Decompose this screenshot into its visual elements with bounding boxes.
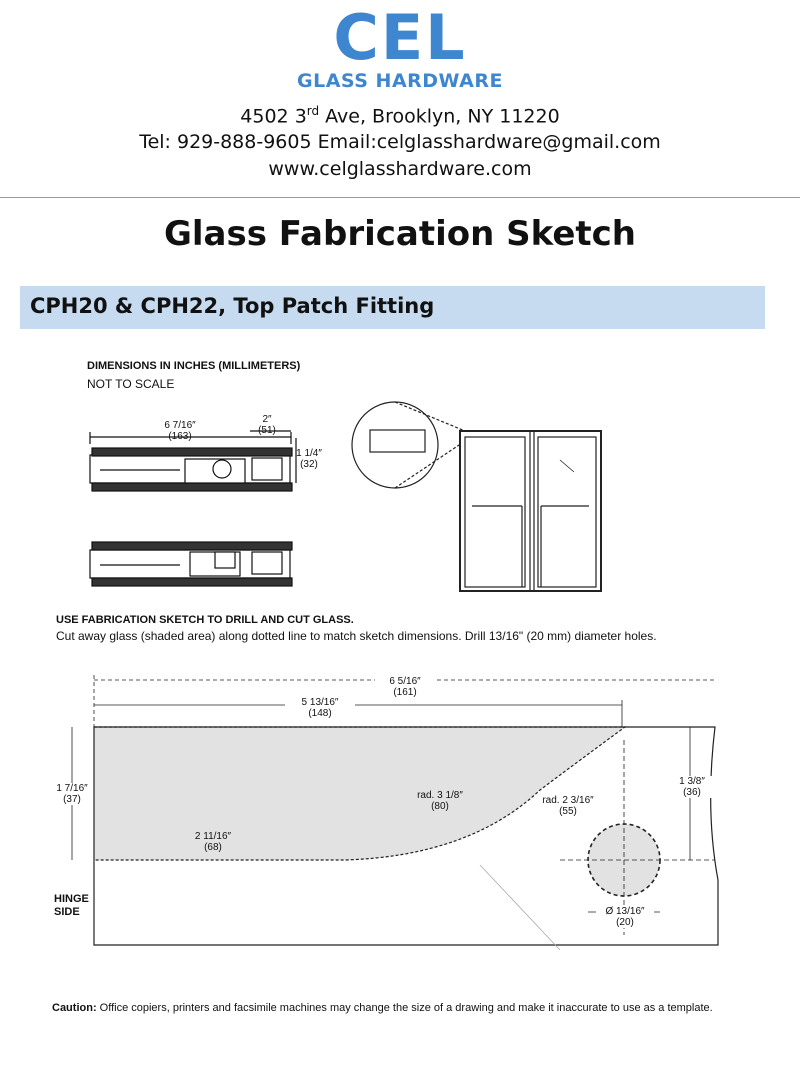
hole-height-label: 1 3/8″ (36) <box>672 776 712 798</box>
fitting-height-label: 1 1/4″ (32) <box>296 448 322 470</box>
hole-diameter-label: Ø 13/16″ (20) <box>596 906 654 928</box>
overall-length-label: 6 5/16″ (161) <box>375 676 435 698</box>
page-title: Glass Fabrication Sketch <box>163 214 636 254</box>
company-address: 4502 3rd Ave, Brooklyn, NY 11220 <box>240 104 560 128</box>
dimensions-note: DIMENSIONS IN INCHES (MILLIMETERS) <box>87 360 301 372</box>
product-banner-title: CPH20 & CPH22, Top Patch Fitting <box>30 294 435 318</box>
logo-wordmark: CEL <box>333 1 467 74</box>
cut-height-label: 1 7/16″ (37) <box>52 783 92 805</box>
company-contact: Tel: 929-888-9605 Email:celglasshardware@gmail.com <box>139 131 661 153</box>
cut-length-label: 5 13/16″ (148) <box>285 697 355 719</box>
instructions-heading: USE FABRICATION SKETCH TO DRILL AND CUT GLASS. <box>56 614 354 626</box>
fitting-end-label: 2″ (51) <box>258 414 276 436</box>
fitting-width-label: 6 7/16″ (163) <box>164 420 196 442</box>
door-diagram <box>352 402 601 591</box>
logo-subtitle: GLASS HARDWARE <box>297 70 503 92</box>
company-website[interactable]: www.celglasshardware.com <box>268 158 532 180</box>
hinge-side-label: HINGE SIDE <box>54 893 89 918</box>
fitting-drawing-bottom <box>90 542 292 586</box>
caution-note: Caution: Office copiers, printers and facsimile machines may change the size of a drawing and make it inaccurate to use as a template. <box>52 1002 713 1014</box>
instructions-text: Cut away glass (shaded area) along dotted line to match sketch dimensions. Drill 13/16" (20 mm) diameter holes. <box>56 629 657 643</box>
radius-1-label: rad. 3 1/8″ (80) <box>417 790 463 812</box>
radius-2-label: rad. 2 3/16″ (55) <box>536 795 600 817</box>
scale-note: NOT TO SCALE <box>87 377 175 391</box>
bottom-length-label: 2 11/16″ (68) <box>194 831 232 853</box>
